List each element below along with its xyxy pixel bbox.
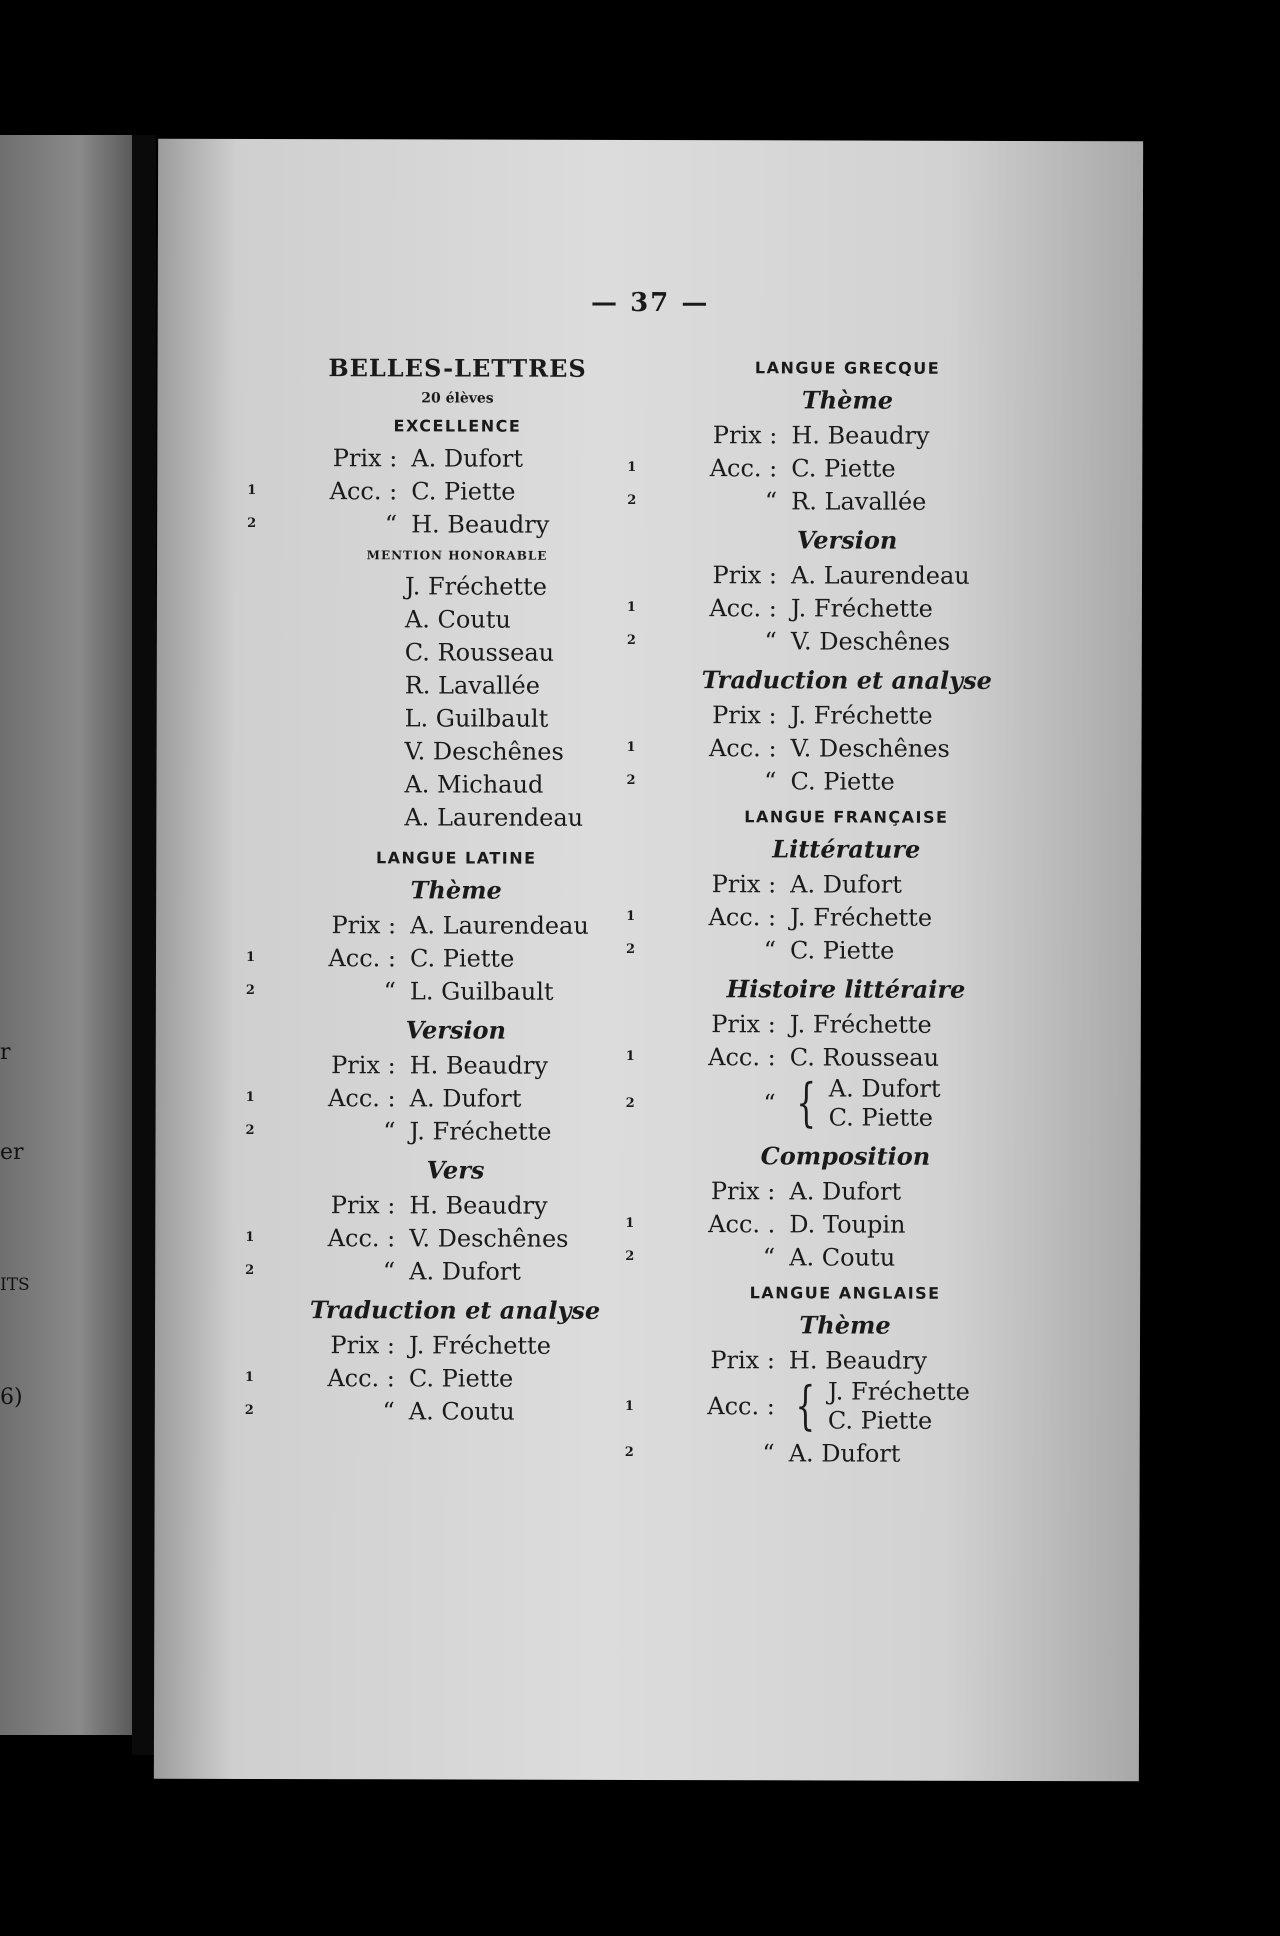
student-name: C. Rousseau (789, 1042, 940, 1072)
rank: 1 (627, 459, 637, 475)
student-name: A. Dufort (409, 1083, 522, 1113)
prize-row (626, 867, 1066, 901)
brace-glyph: { (796, 1073, 817, 1134)
prize-row (246, 974, 666, 1008)
subsection-title: Thème (410, 875, 502, 905)
student-name: J. Fréchette (790, 593, 933, 623)
prize-label: Prix : (712, 700, 777, 729)
prize-row (626, 1040, 1066, 1074)
student-name: J. Fréchette (790, 700, 933, 730)
student-name: A. Coutu (789, 1242, 896, 1272)
student-name: V. Deschênes (409, 1223, 569, 1253)
prize-label: Acc. : (709, 453, 778, 482)
rank: 2 (244, 1402, 254, 1418)
prize-row (245, 1328, 665, 1362)
student-name: A. Coutu (408, 1396, 515, 1426)
prize-row (627, 451, 1067, 485)
student-name: H. Beaudry (791, 420, 930, 450)
prize-label: Acc. : (328, 943, 397, 972)
excellence-heading: EXCELLENCE (393, 416, 522, 436)
prize-row (245, 1188, 665, 1222)
book-page (154, 139, 1143, 1782)
rank: 1 (625, 1048, 635, 1064)
prize-label: “ (762, 1242, 776, 1271)
tied-names (829, 1074, 941, 1132)
student-name: V. Deschênes (790, 626, 951, 656)
page-number: — 37 — (591, 287, 710, 319)
prize-row (245, 1221, 665, 1255)
student-name: J. Fréchette (790, 902, 933, 932)
rank: 1 (245, 1089, 255, 1105)
fragment-text: r (0, 1040, 11, 1065)
student-name: R. Lavallée (791, 486, 927, 516)
prize-row (245, 1394, 665, 1428)
tied-prize-row (625, 1376, 1065, 1437)
prize-row (245, 1254, 665, 1288)
prize-label: Prix : (711, 869, 777, 898)
student-name: V. Deschênes (404, 737, 564, 766)
left-column (245, 349, 668, 1428)
rank: 2 (624, 1444, 634, 1460)
student-name: H. Beaudry (411, 509, 550, 539)
student-name: J. Fréchette (789, 1009, 932, 1039)
prize-label: “ (762, 1438, 775, 1467)
student-count: 20 élèves (421, 390, 494, 407)
prize-label: Acc. : (708, 733, 777, 762)
prize-label: Acc. : (329, 476, 398, 505)
french-heading: LANGUE FRANÇAISE (744, 807, 949, 827)
prize-label: Prix : (330, 1330, 396, 1359)
student-name: A. Dufort (828, 1074, 941, 1103)
prize-label: Acc. : (707, 1392, 775, 1421)
prize-row (247, 441, 667, 475)
prize-row (627, 624, 1067, 658)
brace-glyph: { (795, 1376, 816, 1437)
prize-label: Prix : (331, 910, 397, 939)
prize-label: Prix : (330, 1190, 396, 1219)
prize-row (626, 900, 1066, 934)
fragment-text: er (0, 1140, 24, 1165)
prize-label: Acc. . (708, 1209, 776, 1238)
prize-row (625, 1174, 1065, 1208)
prize-row (626, 1007, 1066, 1041)
mention-list (246, 570, 667, 835)
student-name: A. Dufort (411, 443, 524, 473)
student-name: C. Piette (411, 476, 516, 506)
prize-label: Acc. : (327, 1363, 395, 1392)
student-name: V. Deschênes (790, 733, 950, 763)
prize-row (625, 1436, 1065, 1470)
prize-row (625, 1343, 1065, 1377)
prize-row (245, 1361, 665, 1395)
tied-names (828, 1377, 970, 1435)
rank: 2 (626, 941, 636, 957)
subsection-title: Composition (760, 1141, 931, 1171)
prize-row (246, 1081, 666, 1115)
student-name: R. Lavallée (404, 671, 540, 700)
student-name: A. Laurendeau (410, 910, 589, 940)
prize-row (627, 418, 1067, 452)
prize-label: Prix : (331, 1050, 396, 1079)
prize-row (626, 933, 1066, 967)
rank: 1 (245, 1229, 255, 1245)
prize-row (626, 764, 1066, 798)
student-name: A. Dufort (790, 869, 902, 899)
student-name: C. Piette (409, 943, 515, 973)
prize-row (246, 941, 666, 975)
prize-row (627, 591, 1067, 625)
prize-label: Prix : (332, 443, 398, 472)
prize-row (627, 731, 1067, 765)
student-name: A. Dufort (789, 1176, 902, 1206)
rank: 2 (245, 1122, 255, 1138)
student-name: L. Guilbault (409, 976, 554, 1006)
prize-label: “ (384, 509, 398, 538)
subsection-title: Histoire littéraire (726, 974, 966, 1004)
prize-label: Acc. : (708, 1042, 776, 1071)
student-name: J. Fréchette (827, 1377, 970, 1406)
student-name: C. Piette (791, 453, 896, 483)
student-name: J. Fréchette (408, 1330, 551, 1360)
prize-row (247, 474, 667, 508)
rank: 1 (625, 1215, 635, 1231)
subsection-title: Thème (801, 385, 894, 415)
prize-row (625, 1207, 1065, 1241)
student-name: J. Fréchette (404, 572, 547, 601)
english-heading: LANGUE ANGLAISE (749, 1283, 941, 1303)
previous-page-edge (0, 135, 132, 1735)
prize-row (247, 507, 667, 541)
prize-row (627, 698, 1067, 732)
student-name: L. Guilbault (404, 704, 549, 733)
rank: 1 (244, 1369, 254, 1385)
prize-label: Acc. : (708, 902, 777, 931)
prize-label: “ (763, 935, 777, 964)
rank: 1 (624, 1398, 634, 1414)
student-name: A. Dufort (788, 1438, 901, 1468)
prize-label: “ (764, 626, 777, 655)
student-name: C. Piette (408, 1363, 514, 1393)
prize-row (246, 1114, 666, 1148)
rank: 1 (626, 599, 636, 615)
book-gutter (132, 135, 156, 1755)
student-name: C. Rousseau (404, 638, 555, 667)
prize-label: “ (763, 1089, 776, 1118)
prize-label: Prix : (711, 1009, 776, 1038)
rank: 1 (626, 908, 636, 924)
prize-label: Prix : (712, 420, 778, 449)
subsection-title: Version (405, 1015, 507, 1045)
subsection-title: Vers (426, 1155, 485, 1185)
fragment-text: ITS (0, 1275, 30, 1295)
excellence-list (247, 441, 667, 541)
subsection-title: Thème (799, 1310, 891, 1340)
right-column (625, 350, 1068, 1470)
student-name: H. Beaudry (409, 1050, 548, 1080)
student-name: C. Piette (828, 1103, 934, 1132)
student-name: A. Laurendeau (790, 560, 970, 590)
rank: 2 (247, 515, 257, 531)
latin-heading: LANGUE LATINE (375, 848, 537, 868)
prize-label: Acc. : (328, 1083, 396, 1112)
section-title: BELLES-LETTRES (328, 353, 587, 383)
prize-label: “ (764, 766, 777, 795)
prize-label: “ (383, 976, 396, 1005)
greek-heading: LANGUE GRECQUE (754, 358, 941, 378)
prize-row (625, 1240, 1065, 1274)
student-name: C. Piette (789, 935, 895, 965)
subsection-title: Traduction et analyse (309, 1295, 601, 1325)
subsection-title: Traduction et analyse (701, 665, 992, 695)
prize-label: Prix : (710, 1176, 776, 1205)
student-name: H. Beaudry (788, 1345, 928, 1375)
student-name: A. Dufort (409, 1256, 521, 1286)
prize-row (246, 908, 666, 942)
tied-prize-row (626, 1073, 1066, 1134)
prize-label: “ (382, 1396, 395, 1425)
student-name: A. Laurendeau (404, 803, 584, 832)
prize-label: Acc. : (327, 1223, 396, 1252)
prize-label: “ (764, 486, 778, 515)
mention-heading: MENTION HONORABLE (366, 548, 548, 563)
rank: 2 (626, 632, 636, 648)
rank: 2 (245, 1262, 255, 1278)
rank: 2 (627, 492, 637, 508)
prize-row (246, 1048, 666, 1082)
subsection-title: Littérature (772, 834, 921, 864)
fragment-text: 6) (0, 1385, 23, 1410)
subsection-title: Version (796, 525, 898, 555)
prize-label: Acc. : (709, 593, 777, 622)
rank: 2 (626, 772, 636, 788)
student-name: A. Coutu (404, 605, 511, 634)
rank: 2 (625, 1248, 635, 1264)
student-name: H. Beaudry (409, 1190, 548, 1220)
prize-row (627, 558, 1067, 592)
student-name: A. Michaud (404, 770, 544, 799)
student-name: J. Fréchette (409, 1116, 552, 1146)
prize-label: Prix : (712, 560, 778, 589)
student-name: C. Piette (827, 1406, 933, 1435)
rank: 1 (247, 482, 257, 498)
student-name: C. Piette (790, 766, 895, 796)
prize-row (627, 484, 1067, 518)
rank: 1 (245, 949, 256, 965)
prize-label: “ (382, 1256, 396, 1285)
rank: 2 (245, 982, 255, 998)
rank: 2 (625, 1095, 635, 1111)
prize-label: “ (383, 1116, 396, 1145)
prize-label: Prix : (710, 1345, 775, 1374)
rank: 1 (626, 739, 636, 755)
student-name: D. Toupin (789, 1209, 906, 1239)
